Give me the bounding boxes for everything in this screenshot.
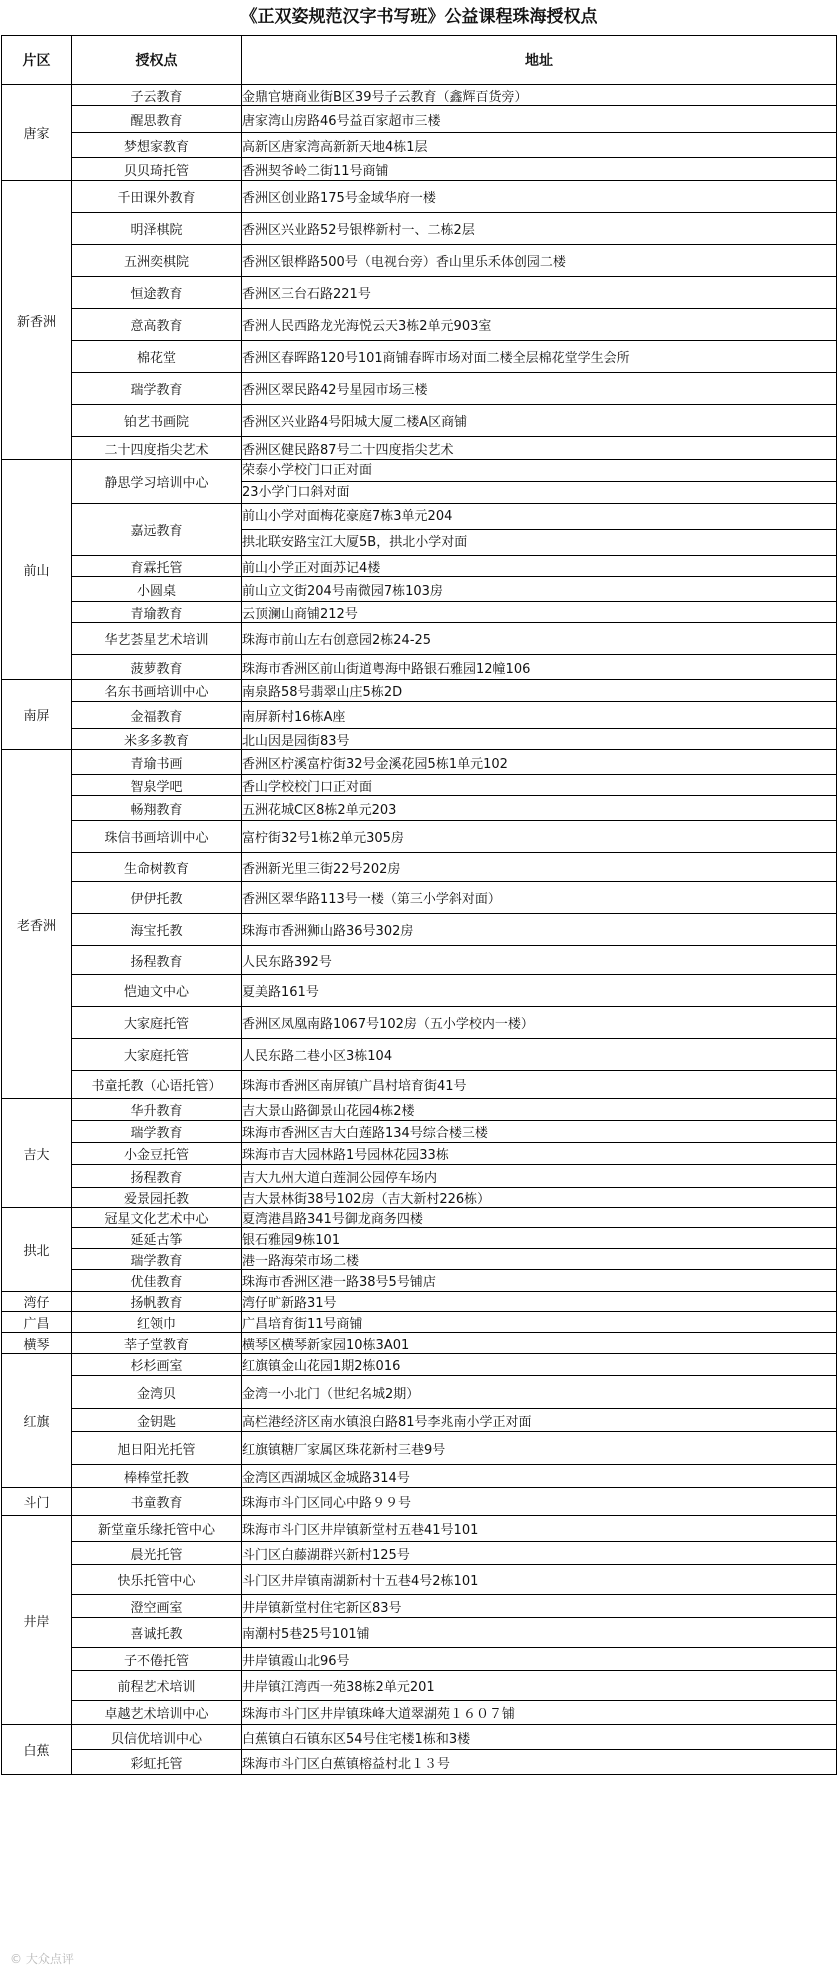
district-cell: 广昌 [2,1312,72,1333]
address-cell [242,504,837,556]
table-row [2,975,837,1007]
address-line: 荣泰小学校门口正对面 [242,463,373,478]
school-name: 棉花堂 [72,341,242,373]
header-address: 地址 [242,36,837,85]
school-name: 大家庭托管 [72,1007,242,1039]
school-name: 瑞学教育 [72,373,242,405]
school-name: 千田课外教育 [72,181,242,213]
school-name: 小金豆托管 [72,1143,242,1165]
watermark: © 大众点评 [10,1952,74,1966]
address-cell: 香洲区创业路175号金域华府一楼 [242,181,837,213]
table-row [2,1618,837,1648]
table-row [2,655,837,680]
address-cell: 南屏新村16栋A座 [242,702,837,729]
school-name: 瑞学教育 [72,1249,242,1270]
school-name: 畅翔教育 [72,796,242,821]
school-name: 小圆桌 [72,577,242,602]
table-row [2,1671,837,1701]
address-cell: 云顶澜山商铺212号 [242,602,837,623]
page-title: 《正双姿规范汉字书写班》公益课程珠海授权点 [240,7,598,27]
school-name: 扬程教育 [72,1165,242,1188]
table-row [2,1121,837,1143]
address-cell: 香洲新光里三街22号202房 [242,853,837,882]
school-name: 米多多教育 [72,729,242,750]
table-row [2,556,837,577]
district-cell: 老香洲 [2,750,72,1099]
table-row [2,504,837,556]
school-name: 红领巾 [72,1312,242,1333]
address-cell: 斗门区井岸镇南湖新村十五巷4号2栋101 [242,1565,837,1595]
address-cell: 吉大九州大道白莲洞公园停车场内 [242,1165,837,1188]
address-cell: 港一路海荣市场二楼 [242,1249,837,1270]
address-cell: 白蕉镇白石镇东区54号住宅楼1栋和3楼 [242,1725,837,1750]
table-row [2,158,837,181]
table-row [2,460,837,504]
table-row [2,1312,837,1333]
header-school: 授权点 [72,36,242,85]
table-row [2,1725,837,1750]
table-row [2,1354,837,1376]
table-row [2,1249,837,1270]
address-cell: 香洲契爷岭二街11号商铺 [242,158,837,181]
school-name: 金湾贝 [72,1376,242,1409]
table-row [2,405,837,437]
table-row [2,1071,837,1099]
address-cell: 富柠街32号1栋2单元305房 [242,821,837,853]
address-cell: 南泉路58号翡翠山庄5栋2D [242,680,837,702]
table-row [2,796,837,821]
school-name: 珠信书画培训中心 [72,821,242,853]
table-row [2,1143,837,1165]
district-cell: 唐家 [2,85,72,181]
address-cell: 香洲区翠华路113号一楼（第三小学斜对面） [242,882,837,914]
school-name: 前程艺术培训 [72,1671,242,1701]
address-cell: 银石雅园9栋101 [242,1228,837,1249]
table-row [2,1270,837,1292]
table-row [2,341,837,373]
address-cell: 夏湾港昌路341号御龙商务四楼 [242,1208,837,1228]
address-cell: 香洲区健民路87号二十四度指尖艺术 [242,437,837,460]
table-row [2,1188,837,1208]
school-name: 扬帆教育 [72,1292,242,1312]
district-cell: 斗门 [2,1488,72,1516]
address-cell: 香洲人民西路龙光海悦云天3栋2单元903室 [242,309,837,341]
school-name: 华艺荟星艺术培训 [72,623,242,655]
address-cell: 吉大景山路御景山花园4栋2楼 [242,1099,837,1121]
table-row [2,106,837,133]
table-row [2,1488,837,1516]
school-name: 子不倦托管 [72,1648,242,1671]
table-row [2,1516,837,1542]
address-cell: 珠海市前山左右创意园2栋24-25 [242,623,837,655]
school-name: 彩虹托管 [72,1750,242,1775]
school-name: 醒思教育 [72,106,242,133]
district-cell: 井岸 [2,1516,72,1725]
school-name: 青瑜教育 [72,602,242,623]
address-cell: 珠海市香洲区前山街道粤海中路银石雅园12幢106 [242,655,837,680]
address-cell: 高栏港经济区南水镇浪白路81号李兆南小学正对面 [242,1409,837,1432]
address-cell: 井岸镇霞山北96号 [242,1648,837,1671]
table-row [2,437,837,460]
district-cell: 前山 [2,460,72,680]
table-row [2,914,837,946]
address-cell: 广昌培育街11号商铺 [242,1312,837,1333]
table-row [2,750,837,775]
address-cell: 高新区唐家湾高新新天地4栋1层 [242,133,837,158]
school-name: 恒途教育 [72,277,242,309]
school-name: 瑞学教育 [72,1121,242,1143]
authorization-table [1,35,837,1775]
school-name: 明泽棋院 [72,213,242,245]
address-cell: 五洲花城C区8栋2单元203 [242,796,837,821]
table-row [2,1595,837,1618]
school-name: 生命树教育 [72,853,242,882]
table-row [2,680,837,702]
address-cell: 珠海市斗门区井岸镇新堂村五巷41号101 [242,1516,837,1542]
school-name: 华升教育 [72,1099,242,1121]
table-row [2,1039,837,1071]
address-cell: 斗门区白藤湖群兴新村125号 [242,1542,837,1565]
table-row [2,1432,837,1465]
school-name: 名东书画培训中心 [72,680,242,702]
table-row [2,1750,837,1775]
address-cell: 井岸镇新堂村住宅新区83号 [242,1595,837,1618]
school-name: 恺迪文中心 [72,975,242,1007]
school-name: 海宝托教 [72,914,242,946]
table-row [2,309,837,341]
district-cell: 湾仔 [2,1292,72,1312]
table-row [2,213,837,245]
school-name: 晨光托管 [72,1542,242,1565]
school-name: 棒棒堂托教 [72,1465,242,1488]
school-name: 子云教育 [72,85,242,106]
school-name: 快乐托管中心 [72,1565,242,1595]
address-cell: 香洲区凤凰南路1067号102房（五小学校内一楼） [242,1007,837,1039]
address-cell: 香洲区春晖路120号101商铺春晖市场对面二楼全层棉花堂学生会所 [242,341,837,373]
address-cell: 香洲区兴业路52号银桦新村一、二栋2层 [242,213,837,245]
table-row [2,946,837,975]
address-cell: 吉大景林街38号102房（吉大新村226栋） [242,1188,837,1208]
school-name: 金钥匙 [72,1409,242,1432]
district-cell: 横琴 [2,1333,72,1354]
school-name: 菠萝教育 [72,655,242,680]
table-row [2,373,837,405]
table-row [2,133,837,158]
table-row [2,1228,837,1249]
school-name: 延延古筝 [72,1228,242,1249]
address-cell: 唐家湾山房路46号益百家超市三楼 [242,106,837,133]
school-name: 贝信优培训中心 [72,1725,242,1750]
school-name: 育霖托管 [72,556,242,577]
table-row [2,181,837,213]
table-row [2,1099,837,1121]
address-cell: 金湾一小北门（世纪名城2期） [242,1376,837,1409]
school-name: 冠星文化艺术中心 [72,1208,242,1228]
district-cell: 吉大 [2,1099,72,1208]
school-name: 扬程教育 [72,946,242,975]
address-cell: 珠海市斗门区同心中路９９号 [242,1488,837,1516]
address-cell: 珠海市香洲狮山路36号302房 [242,914,837,946]
address-cell: 珠海市香洲区南屏镇广昌村培育街41号 [242,1071,837,1099]
table-row [2,1292,837,1312]
district-cell: 拱北 [2,1208,72,1292]
address-cell: 北山因是园街83号 [242,729,837,750]
school-name: 莘子堂教育 [72,1333,242,1354]
school-name: 五洲奕棋院 [72,245,242,277]
school-name: 新堂童乐缘托管中心 [72,1516,242,1542]
school-name: 卓越艺术培训中心 [72,1701,242,1725]
table-row [2,1165,837,1188]
school-name: 青瑜书画 [72,750,242,775]
school-name: 喜诚托教 [72,1618,242,1648]
table-row [2,821,837,853]
address-cell: 珠海市香洲区吉大白莲路134号综合楼三楼 [242,1121,837,1143]
table-row [2,882,837,914]
address-cell [242,460,837,504]
school-name: 爱景园托教 [72,1188,242,1208]
address-cell: 横琴区横琴新家园10栋3A01 [242,1333,837,1354]
address-cell: 南潮村5巷25号101铺 [242,1618,837,1648]
address-cell: 香洲区三台石路221号 [242,277,837,309]
school-name: 嘉远教育 [72,504,242,556]
school-name: 二十四度指尖艺术 [72,437,242,460]
address-cell: 湾仔旷新路31号 [242,1292,837,1312]
table-row [2,1542,837,1565]
table-row [2,1701,837,1725]
table-row [2,853,837,882]
school-name: 意高教育 [72,309,242,341]
address-cell: 前山立文街204号南微园7栋103房 [242,577,837,602]
district-cell: 南屏 [2,680,72,750]
school-name: 伊伊托教 [72,882,242,914]
school-name: 杉杉画室 [72,1354,242,1376]
address-cell: 香洲区翠民路42号星园市场三楼 [242,373,837,405]
district-cell: 白蕉 [2,1725,72,1775]
address-cell: 香洲区柠溪富柠街32号金溪花园5栋1单元102 [242,750,837,775]
school-name: 铂艺书画院 [72,405,242,437]
table-row [2,1376,837,1409]
table-row [2,277,837,309]
table-row [2,85,837,106]
table-row [2,1465,837,1488]
school-name: 旭日阳光托管 [72,1432,242,1465]
table-row [2,729,837,750]
district-cell: 红旗 [2,1354,72,1488]
address-cell: 珠海市斗门区白蕉镇榕益村北１３号 [242,1750,837,1775]
school-name: 智泉学吧 [72,775,242,796]
table-row [2,1409,837,1432]
address-line-secondary: 拱北联安路宝江大厦5B，拱北小学对面 [242,529,837,555]
table-row [2,1007,837,1039]
address-cell: 井岸镇江湾西一苑38栋2单元201 [242,1671,837,1701]
address-cell: 香洲区兴业路4号阳城大厦二楼A区商铺 [242,405,837,437]
address-line: 前山小学对面梅花豪庭7栋3单元204 [242,509,453,524]
school-name: 梦想家教育 [72,133,242,158]
address-cell: 金鼎官塘商业街B区39号子云教育（鑫辉百货旁） [242,85,837,106]
school-name: 书童托教（心语托管） [72,1071,242,1099]
school-name: 书童教育 [72,1488,242,1516]
address-line-secondary: 23小学门口斜对面 [242,481,837,503]
address-cell: 珠海市斗门区井岸镇珠峰大道翠湖苑１６０７铺 [242,1701,837,1725]
table-row [2,1333,837,1354]
school-name: 贝贝琦托管 [72,158,242,181]
school-name: 金福教育 [72,702,242,729]
address-cell: 珠海市吉大园林路1号园林花园33栋 [242,1143,837,1165]
address-cell: 夏美路161号 [242,975,837,1007]
school-name: 大家庭托管 [72,1039,242,1071]
address-cell: 金湾区西湖城区金城路314号 [242,1465,837,1488]
district-cell: 新香洲 [2,181,72,460]
header-district: 片区 [2,36,72,85]
table-row [2,775,837,796]
address-cell: 人民东路二巷小区3栋104 [242,1039,837,1071]
school-name: 优佳教育 [72,1270,242,1292]
table-row [2,602,837,623]
table-body [2,85,837,1775]
header-row [2,36,837,85]
table-row [2,1208,837,1228]
address-cell: 香洲区银桦路500号（电视台旁）香山里乐禾体创园二楼 [242,245,837,277]
address-cell: 前山小学正对面苏记4楼 [242,556,837,577]
table-row [2,623,837,655]
table-row [2,577,837,602]
address-cell: 红旗镇糖厂家属区珠花新村三巷9号 [242,1432,837,1465]
table-row [2,702,837,729]
school-name: 静思学习培训中心 [72,460,242,504]
address-cell: 人民东路392号 [242,946,837,975]
table-row [2,1565,837,1595]
table-row [2,245,837,277]
address-cell: 香山学校校门口正对面 [242,775,837,796]
school-name: 澄空画室 [72,1595,242,1618]
address-cell: 红旗镇金山花园1期2栋016 [242,1354,837,1376]
address-cell: 珠海市香洲区港一路38号5号铺店 [242,1270,837,1292]
table-row [2,1648,837,1671]
